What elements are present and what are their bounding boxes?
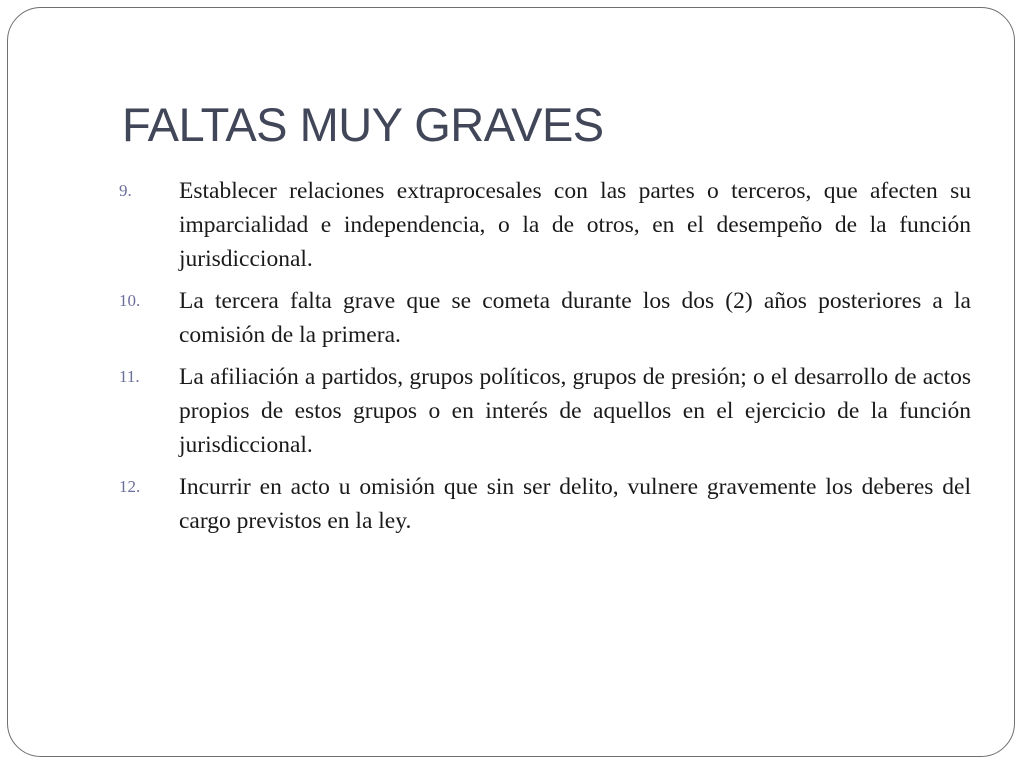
list-item-text: La tercera falta grave que se cometa durante los dos (2) años posteriores a la comisión de la primera.	[179, 288, 971, 348]
numbered-list	[119, 174, 971, 546]
list-item-9	[119, 174, 971, 276]
list-item-text: La afiliación a partidos, grupos políticos, grupos de presión; o el desarrollo de actos propios de estos grupos o en interés de aquellos en el ejercicio de la función jurisdiccional.	[179, 364, 971, 458]
slide-title: FALTAS MUY GRAVES	[122, 98, 604, 151]
list-item-number: 10.	[119, 291, 141, 310]
list-item-number: 12.	[119, 477, 141, 496]
list-item-text: Establecer relaciones extraprocesales con las partes o terceros, que afecten su imparcialidad e independencia, o la de otros, en el desempeño de la función jurisdiccional.	[179, 178, 971, 272]
slide-frame	[7, 7, 1015, 757]
list-item-11	[119, 360, 971, 462]
list-item-10	[119, 284, 971, 352]
list-item-text: Incurrir en acto u omisión que sin ser delito, vulnere gravemente los deberes del cargo previstos en la ley.	[179, 474, 971, 534]
list-item-number: 11.	[119, 367, 140, 386]
list-item-12	[119, 470, 971, 538]
list-item-number: 9.	[119, 181, 132, 200]
